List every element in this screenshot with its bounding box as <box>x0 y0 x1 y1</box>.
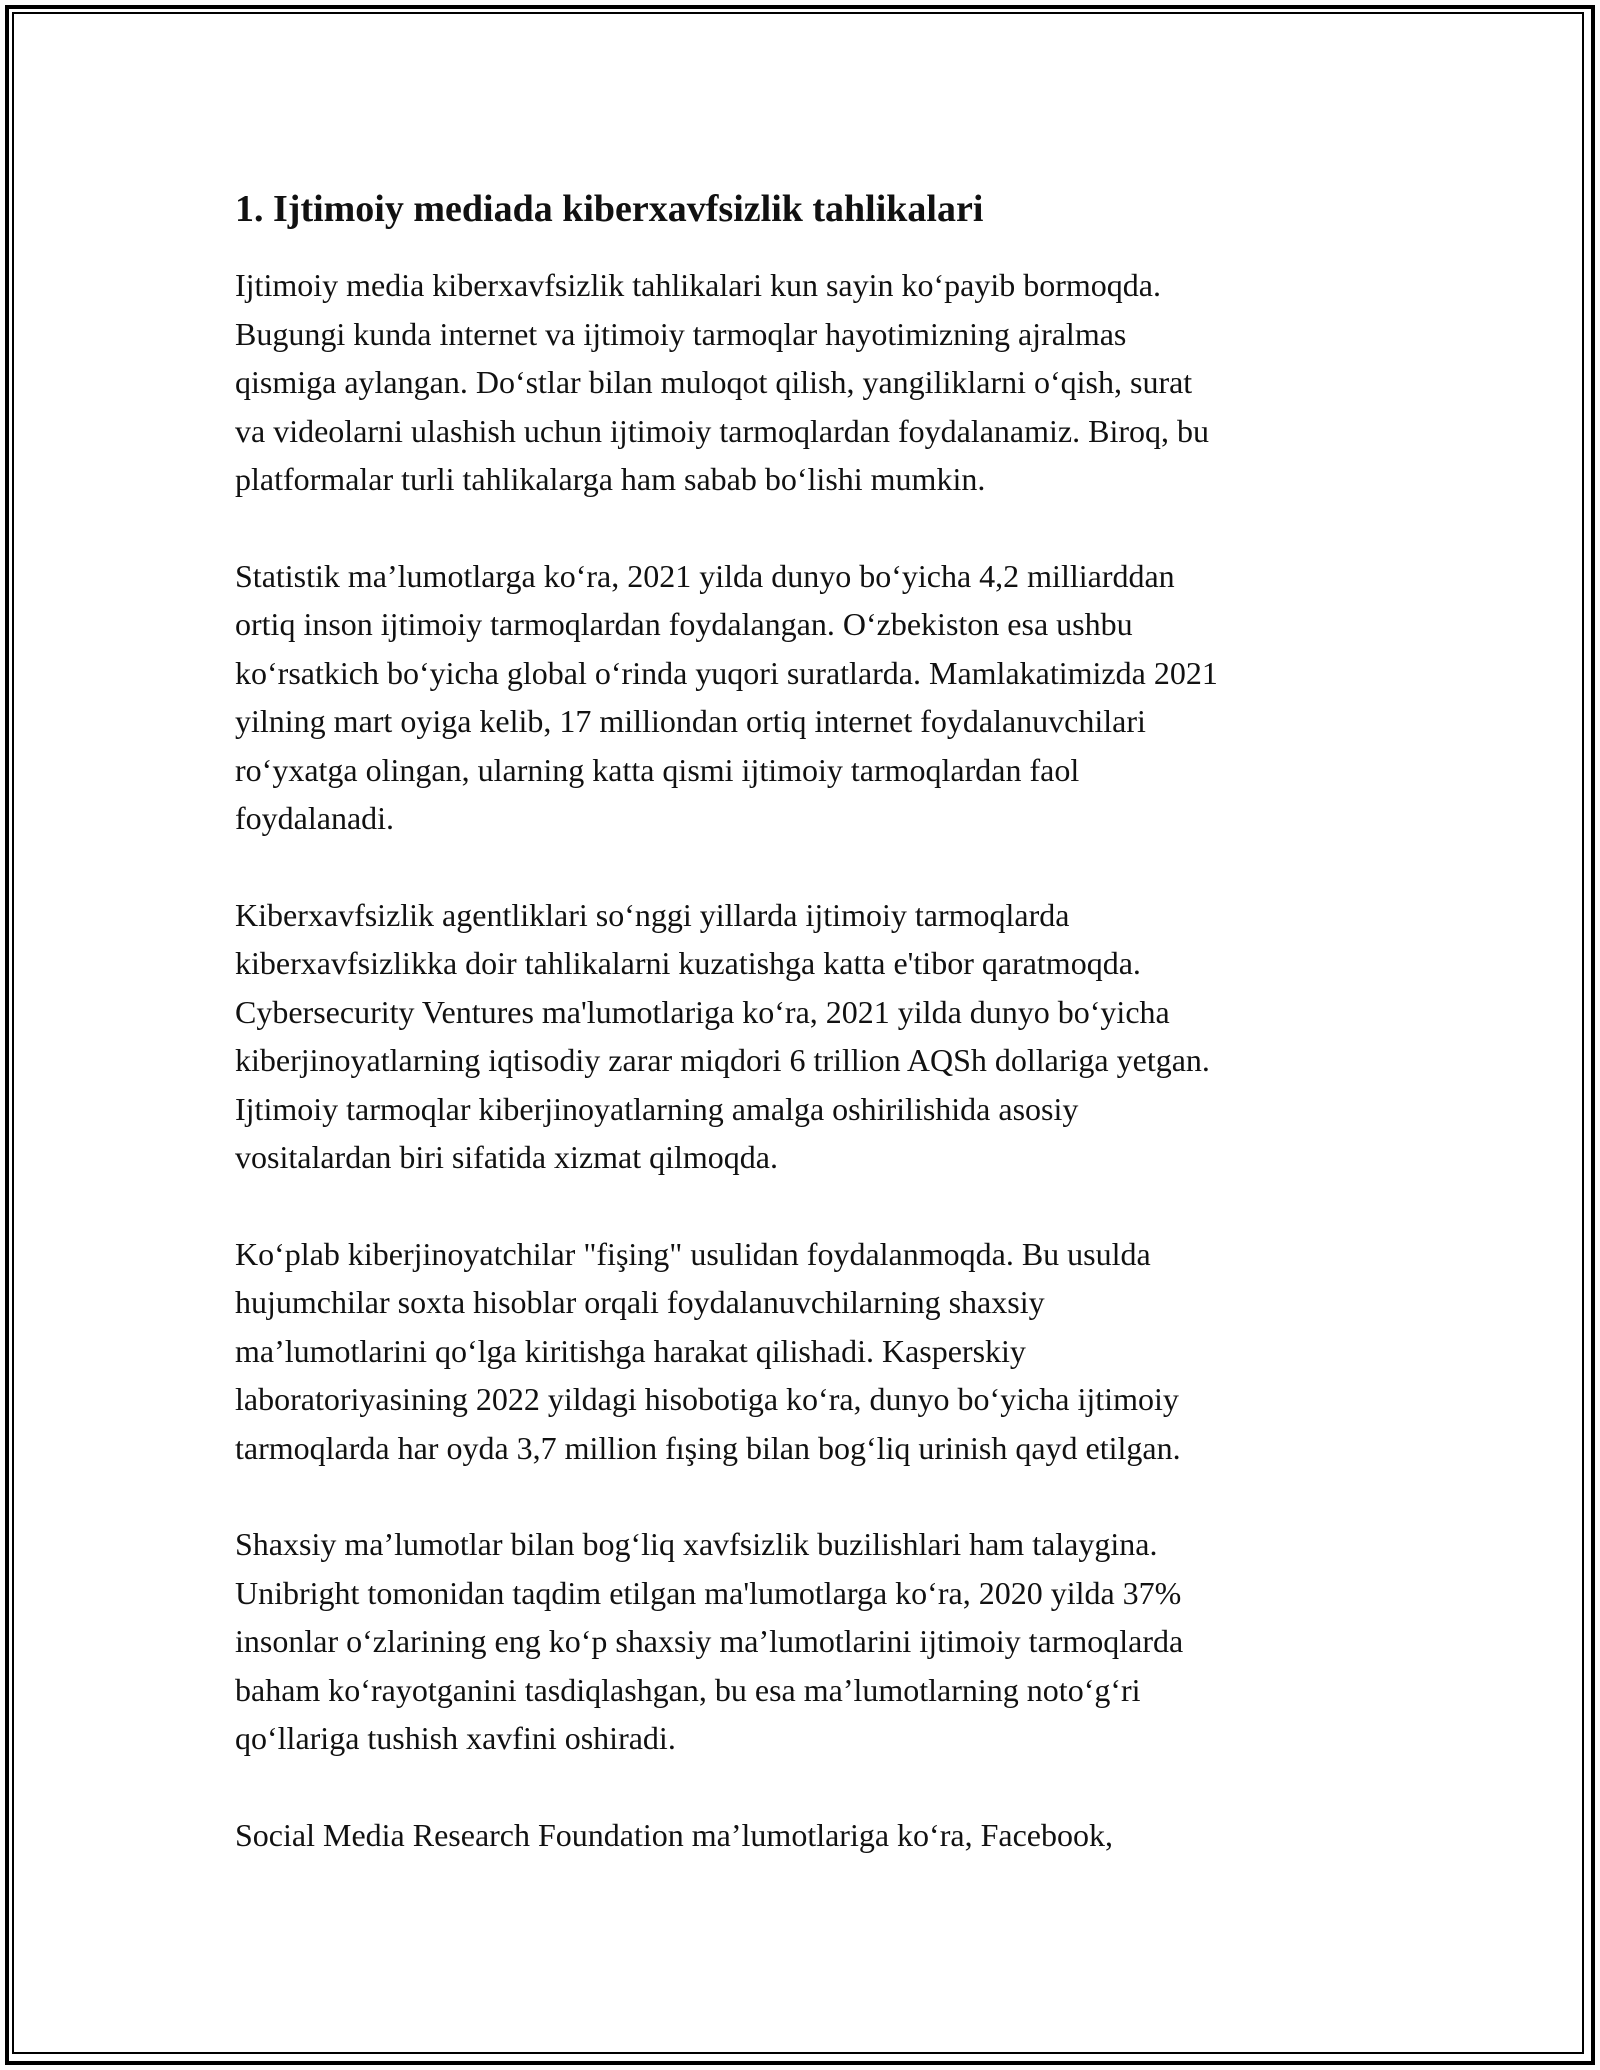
paragraph-personal-data <box>235 1520 1375 1763</box>
text-line: tarmoqlarda har oyda 3,7 million fışing bilan bog‘liq urinish qayd etilgan. <box>235 1429 1181 1466</box>
text-line: Ko‘plab kiberjinoyatchilar "fişing" usulidan foydalanmoqda. Bu usulda <box>235 1235 1151 1272</box>
text-line: va videolarni ulashish uchun ijtimoiy tarmoqlardan foydalanamiz. Biroq, bu <box>235 412 1209 449</box>
paragraph-research-foundation <box>235 1811 1375 1860</box>
text-line: Unibright tomonidan taqdim etilgan ma'lumotlarga ko‘ra, 2020 yilda 37% <box>235 1574 1182 1611</box>
text-line: yilning mart oyiga kelib, 17 milliondan ortiq internet foydalanuvchilari <box>235 703 1146 739</box>
text-line: qismiga aylangan. Do‘stlar bilan muloqot qilish, yangiliklarni o‘qish, surat <box>235 364 1193 400</box>
text-line: baham ko‘rayotganini tasdiqlashgan, bu esa ma’lumotlarning noto‘g‘ri <box>235 1671 1141 1708</box>
text-line: vositalardan biri sifatida xizmat qilmoqda. <box>235 1139 778 1175</box>
document-body <box>235 185 1375 1907</box>
text-line: Ijtimoiy tarmoqlar kiberjinoyatlarning amalga oshirilishida asosiy <box>235 1090 1079 1127</box>
text-line: laboratoriyasining 2022 yildagi hisobotiga ko‘ra, dunyo bo‘yicha ijtimoiy <box>235 1381 1179 1417</box>
text-line: hujumchilar soxta hisoblar orqali foydalanuvchilarning shaxsiy <box>235 1284 1045 1320</box>
text-line: Ijtimoiy media kiberxavfsizlik tahlikalari kun sayin ko‘payib bormoqda. <box>235 267 1161 303</box>
text-line: ro‘yxatga olingan, ularning katta qismi ijtimoiy tarmoqlardan faol <box>235 751 1080 788</box>
text-line: Shaxsiy ma’lumotlar bilan bog‘liq xavfsizlik buzilishlari ham talaygina. <box>235 1526 1158 1562</box>
text-line: insonlar o‘zlarining eng ko‘p shaxsiy ma’lumotlarini ijtimoiy tarmoqlarda <box>235 1623 1184 1659</box>
text-line: Bugungi kunda internet va ijtimoiy tarmoqlar hayotimizning ajralmas <box>235 315 1127 352</box>
text-line: kiberxavfsizlikka doir tahlikalarni kuzatishga katta e'tibor qaratmoqda. <box>235 945 1141 981</box>
text-line: ko‘rsatkich bo‘yicha global o‘rinda yuqori suratlarda. Mamlakatimizda 2021 <box>235 654 1218 691</box>
text-line: qo‘llariga tushish xavfini oshiradi. <box>235 1720 676 1756</box>
text-line: Cybersecurity Ventures ma'lumotlariga ko‘ra, 2021 yilda dunyo bo‘yicha <box>235 993 1170 1030</box>
paragraph-statistics <box>235 552 1375 843</box>
text-line: Statistik ma’lumotlarga ko‘ra, 2021 yilda dunyo bo‘yicha 4,2 milliarddan <box>235 557 1175 594</box>
text-line: foydalanadi. <box>235 800 395 836</box>
paragraph-agencies <box>235 891 1375 1182</box>
paragraph-phishing <box>235 1230 1375 1473</box>
text-line: Kiberxavfsizlik agentliklari so‘nggi yillarda ijtimoiy tarmoqlarda <box>235 896 1070 933</box>
text-line: platformalar turli tahlikalarga ham sabab bo‘lishi mumkin. <box>235 461 986 497</box>
text-line: kiberjinoyatlarning iqtisodiy zarar miqdori 6 trillion AQSh dollariga yetgan. <box>235 1042 1210 1078</box>
text-line: Social Media Research Foundation ma’lumotlariga ko‘ra, Facebook, <box>235 1816 1113 1853</box>
text-line: ma’lumotlarini qo‘lga kiritishga harakat qilishadi. Kasperskiy <box>235 1332 1026 1369</box>
text-line: ortiq inson ijtimoiy tarmoqlardan foydalangan. O‘zbekiston esa ushbu <box>235 606 1133 642</box>
paragraph-intro <box>235 261 1375 504</box>
section-title: 1. Ijtimoiy mediada kiberxavfsizlik tahlikalari <box>235 188 984 230</box>
